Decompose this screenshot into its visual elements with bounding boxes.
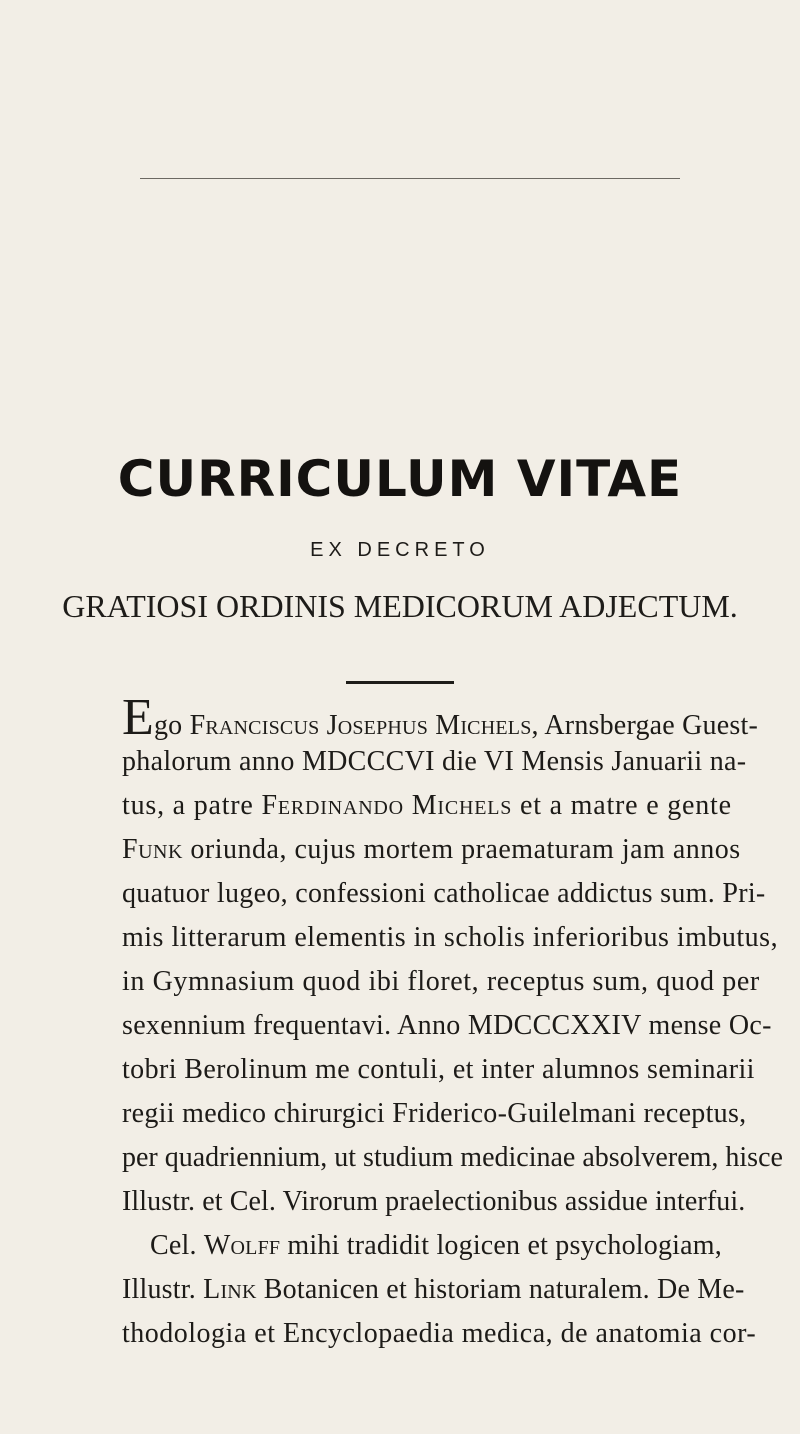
text-line-2: phalorum anno MDCCCVI die VI Mensis Januarii na- [122, 746, 747, 777]
divider-rule [346, 681, 454, 684]
text-line-5: quatuor lugeo, confessioni catholicae addictus sum. Pri- [122, 878, 766, 909]
text-line-11: per quadriennium, ut studium medicinae absolverem, hisce [122, 1142, 783, 1173]
text-line-1: Ego Franciscus Josephus Michels, Arnsbergae Guest- [122, 689, 758, 746]
person-name: Wolff [203, 1230, 281, 1261]
text-line-4: Funk oriunda, cujus mortem praematuram jam annos [122, 834, 741, 865]
drop-cap: E [122, 689, 154, 746]
text-line-15: thodologia et Encyclopaedia medica, de anatomia cor- [122, 1318, 757, 1349]
person-name: Funk [122, 834, 183, 865]
text-line-13: Cel. Wolff mihi tradidit logicen et psychologiam, [150, 1230, 722, 1261]
text-line-10: regii medico chirurgici Friderico-Guilelmani receptus, [122, 1098, 747, 1129]
subtitle-order: GRATIOSI ORDINIS MEDICORUM ADJECTUM. [62, 588, 738, 624]
page-title: CURRICULUM VITAE [117, 450, 683, 508]
text-line-12: Illustr. et Cel. Virorum praelectionibus assidue interfui. [122, 1186, 746, 1217]
text-line-8: sexennium frequentavi. Anno MDCCCXXIV mense Oc- [122, 1010, 772, 1041]
text-line-14: Illustr. Link Botanicen et historiam naturalem. De Me- [122, 1274, 745, 1305]
person-name: Franciscus Josephus Michels [189, 710, 532, 741]
person-name: Ferdinando Michels [261, 790, 513, 821]
text-line-3: tus, a patre Ferdinando Michels et a matre e gente [122, 790, 732, 821]
subtitle-decree: EX DECRETO [310, 539, 490, 561]
text-line-6: mis litterarum elementis in scholis inferioribus imbutus, [122, 922, 779, 953]
top-rule [140, 178, 680, 179]
text-line-7: in Gymnasium quod ibi floret, receptus sum, quod per [122, 966, 760, 997]
text-line-9: tobri Berolinum me contuli, et inter alumnos seminarii [122, 1054, 755, 1085]
person-name: Link [203, 1274, 257, 1305]
